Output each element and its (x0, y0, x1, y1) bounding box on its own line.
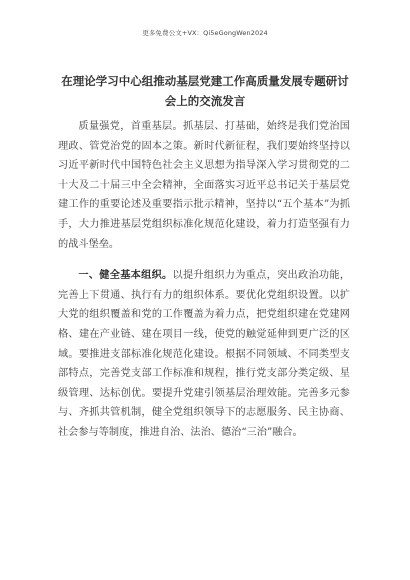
title-line-1: 在理论学习中心组推动基层党建工作高质量发展专题研讨 (61, 74, 349, 88)
section-1-paragraph (58, 266, 350, 442)
section-1-heading: 一、健全基本组织。 (78, 270, 173, 282)
section-1-text: 以提升组织力为重点，突出政治功能，完善上下贯通、执行有力的组织体系。要优化党组织设置。以扩大党的组织覆盖和党的工作覆盖为着力点，把党组织建在党建网格、建在产业链、建在项目一线，使党的触觉延伸到更广泛的区域。要推进支部标准化规范化建设。根据不同领域、不同类型支部特点，完善党支部工作标准和规程，推行党支部分类定级、星级管理、达标创优。要提升党建引领基层治理效能。完善多元参与、齐抓共管机制，健全党组织领导下的志愿服务、民主协商、社会参与等制度，推进自治、法治、德治“三治”融合。 (58, 270, 351, 438)
document-title (40, 71, 370, 111)
intro-paragraph (58, 117, 350, 254)
intro-paragraph-text: 质量强党，首重基层。抓基层、打基础，始终是我们党治国理政、管党治党的固本之策。新时代新征程，我们要始终坚持以习近平新时代中国特色社会主义思想为指导深入学习贯彻党的二十大及二十届三中全会精神，全面落实习近平总书记关于基层党建工作的重要论述及重要指示批示精神，坚持以“五个基本”为抓手，大力推进基层党组织标准化规范化建设，着力打造坚强有力的战斗堡垒。 (58, 121, 350, 250)
document-body (58, 117, 350, 443)
header-note: 更多免费公文+VX：Qi5eGongWen2024 (142, 29, 268, 37)
title-line-2: 会上的交流发言 (164, 94, 246, 108)
